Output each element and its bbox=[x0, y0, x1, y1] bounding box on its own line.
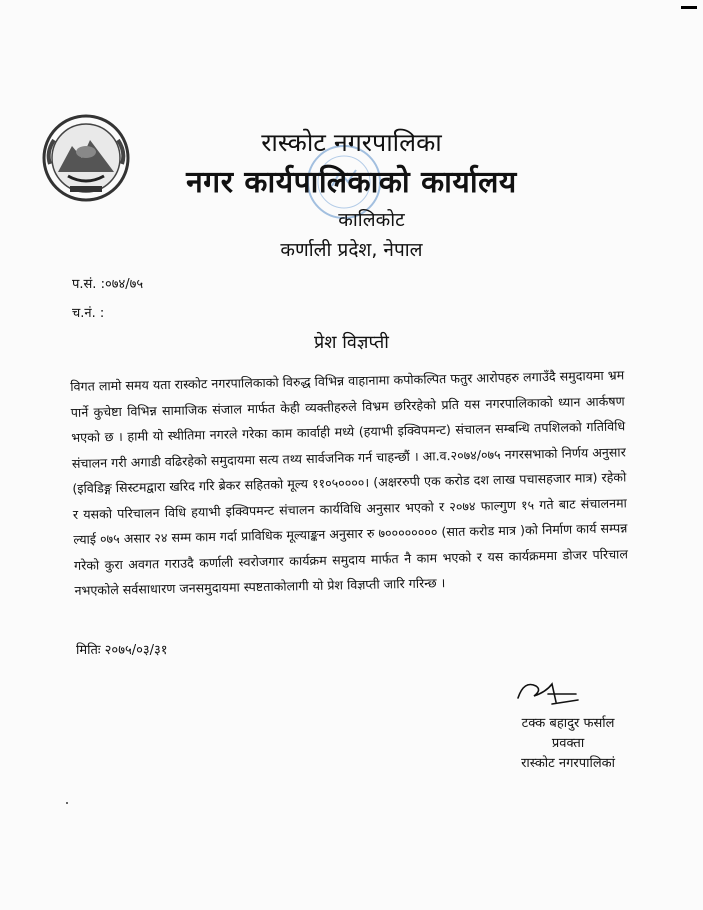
signatory-name: टक्क बहादुर फर्साल bbox=[521, 716, 615, 731]
scan-speck bbox=[66, 802, 68, 804]
province-name: कर्णाली प्रदेश, नेपाल bbox=[280, 239, 423, 261]
issue-date: मितिः २०७५/०३/३१ bbox=[76, 643, 168, 658]
press-release-body: विगत लामो समय यता रास्कोट नगरपालिकाको विरुद्ध विभिन्न वाहानामा कपोकल्पित फतुर आरोपहरु लगाउँदै समुदायमा भ्रम पार्ने कुचेष्टा विभिन्न सामाजिक संजाल मार्फत केही व्यक्तीहरुले विभ्रम छरिरहेको प्रति यस नगरपालिकाको ध्यान आर्कषण भएको छ । हामी यो स्थीतिमा नगरले गरेका काम कार्वाही मध्ये (हयाभी इक्विपमन्ट) संचालन सम्बन्धि तपशिलको गतिविधि संचालन गरी अगाडी वढिरहेको समुदायमा सत्य तथ्य सार्वजनिक गर्न चाहन्छौं । आ.व.२०७४/०७५ नगरसभाको निर्णय अनुसार (इविडिङ्ग सिस्टमद्वारा खरिद गरि ब्रेकर सहितको मूल्य ११०५००००। (अक्षररुपी एक करोड दश लाख पचासहजार मात्र) रहेको र यसको परिचालन विधि हयाभी इक्विपमन्ट संचालन कार्यविधि अनुसार भएको र २०७४ फाल्गुण १५ गते बाट संचालनमा ल्याई ०७५ असार २४ सम्म काम गर्दा प्राविधिक मूल्याङ्कन अनुसार रु ७०००००००० (सात करोड मात्र )को निर्माण कार्य सम्पन्न गरेको कुरा अवगत गराउदै कर्णाली स्वरोजगार कार्यक्रम समुदाय मार्फत नै काम भएको र यस कार्यक्रममा डोजर परिचाल नभएकोले सर्वसाधारण जनसमुदायमा स्पष्टताकोलागी यो प्रेश विज्ञप्ती जारि गरिन्छ । bbox=[70, 367, 629, 598]
signatory-block bbox=[521, 714, 615, 774]
office-name: नगर कार्यपालिकाको कार्यालय bbox=[186, 165, 517, 200]
letter-number: प.सं. :०७४/७५ bbox=[72, 277, 144, 292]
district-name: कालिकोट bbox=[338, 209, 405, 231]
document-title: प्रेश विज्ञप्ती bbox=[314, 332, 389, 353]
signature-icon bbox=[512, 676, 582, 712]
signatory-organization: रास्कोट नगरपालिकां bbox=[521, 756, 615, 771]
scan-corner-mark bbox=[681, 6, 697, 9]
signatory-designation: प्रवक्ता bbox=[551, 736, 585, 751]
dispatch-number: च.नं. : bbox=[72, 306, 105, 321]
municipality-name: रास्कोट नगरपालिका bbox=[261, 128, 442, 157]
